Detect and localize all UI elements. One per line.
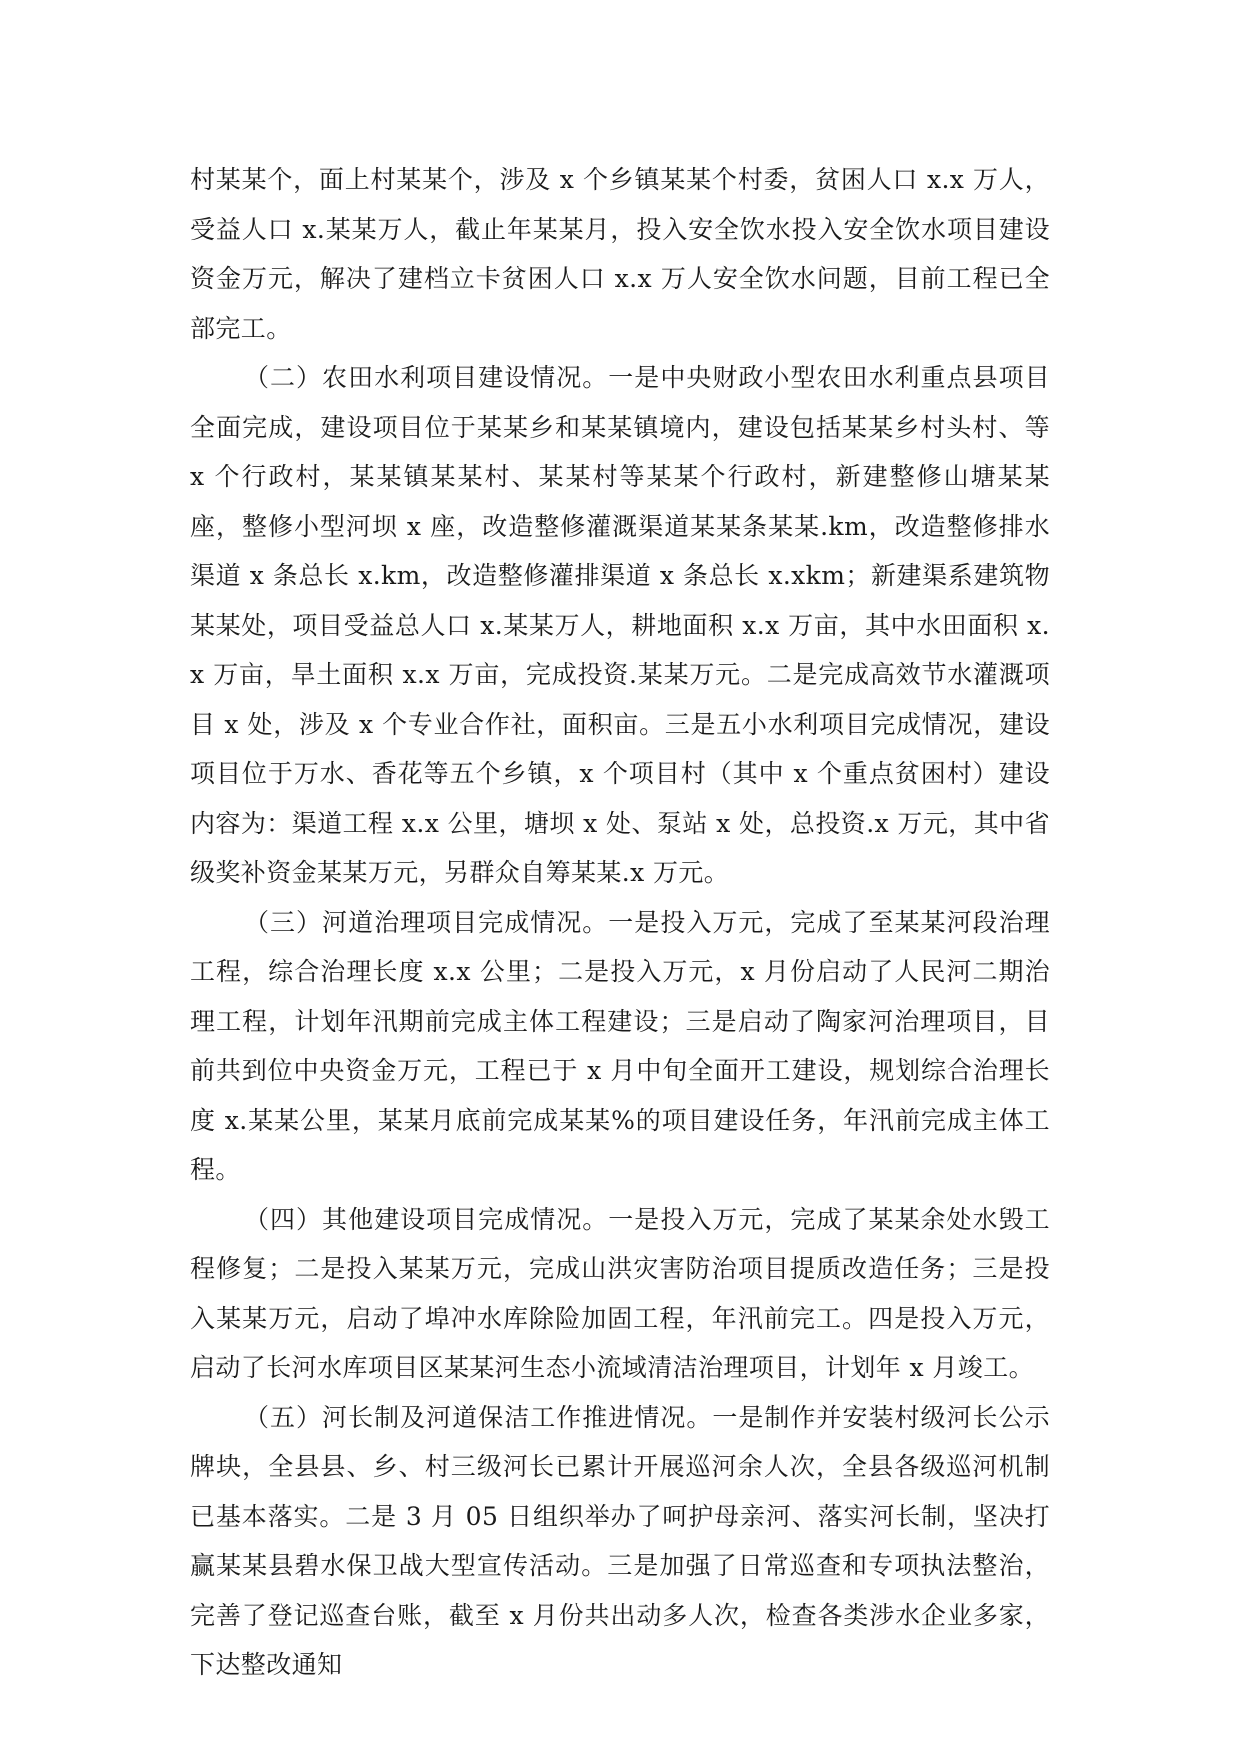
paragraph-other-projects: （四）其他建设项目完成情况。一是投入万元，完成了某某余处水毁工程修复；二是投入某某万元，完成山洪灾害防治项目提质改造任务；三是投入某某万元，启动了埠冲水库除险加固工程，年汛前完工。四是投入万元，启动了长河水库项目区某某河生态小流域清洁治理项目，计划年 x 月竣工。 [190, 1204, 1050, 1382]
paragraph-river-chief-system: （五）河长制及河道保洁工作推进情况。一是制作并安装村级河长公示牌块，全县县、乡、村三级河长已累计开展巡河余人次，全县各级巡河机制已基本落实。二是 3 月 05 日组织举办了呵护母亲河、落实河长制，坚决打赢某某县碧水保卫战大型宣传活动。三是加强了日常巡查和专项执法整治，完善了登记巡查台账，截至 x 月份共出动多人次，检查各类涉水企业多家，下达整改通知 [190, 1402, 1050, 1679]
paragraph-river-management: （三）河道治理项目完成情况。一是投入万元，完成了至某某河段治理工程，综合治理长度 x.x 公里；二是投入万元，x 月份启动了人民河二期治理工程，计划年汛期前完成主体工程建设；三是启动了陶家河治理项目，目前共到位中央资金万元，工程已于 x 月中旬全面开工建设，规划综合治理长度 x.某某公里，某某月底前完成某某%的项目建设任务，年汛前完成主体工程。 [190, 907, 1050, 1184]
paragraph-farmland-irrigation: （二）农田水利项目建设情况。一是中央财政小型农田水利重点县项目全面完成，建设项目位于某某乡和某某镇境内，建设包括某某乡村头村、等 x 个行政村，某某镇某某村、某某村等某某个行政村，新建整修山塘某某座，整修小型河坝 x 座，改造整修灌溉渠道某某条某某.km，改造整修排水渠道 x 条总长 x.km，改造整修灌排渠道 x 条总长 x.xkm；新建渠系建筑物某某处，项目受益总人口 x.某某万人，耕地面积 x.x 万亩，其中水田面积 x.x 万亩，旱土面积 x.x 万亩，完成投资.某某万元。二是完成高效节水灌溉项目 x 处，涉及 x 个专业合作社，面积亩。三是五小水利项目完成情况，建设项目位于万水、香花等五个乡镇，x 个项目村（其中 x 个重点贫困村）建设内容为：渠道工程 x.x 公里，塘坝 x 处、泵站 x 处，总投资.x 万元，其中省级奖补资金某某万元，另群众自筹某某.x 万元。 [190, 363, 1050, 887]
document-body [190, 155, 1050, 1690]
paragraph-drinking-water: 村某某个，面上村某某个，涉及 x 个乡镇某某个村委，贫困人口 x.x 万人，受益人口 x.某某万人，截止年某某月，投入安全饮水投入安全饮水项目建设资金万元，解决了建档立卡贫困人口 x.x 万人安全饮水问题，目前工程已全部完工。 [190, 165, 1050, 343]
